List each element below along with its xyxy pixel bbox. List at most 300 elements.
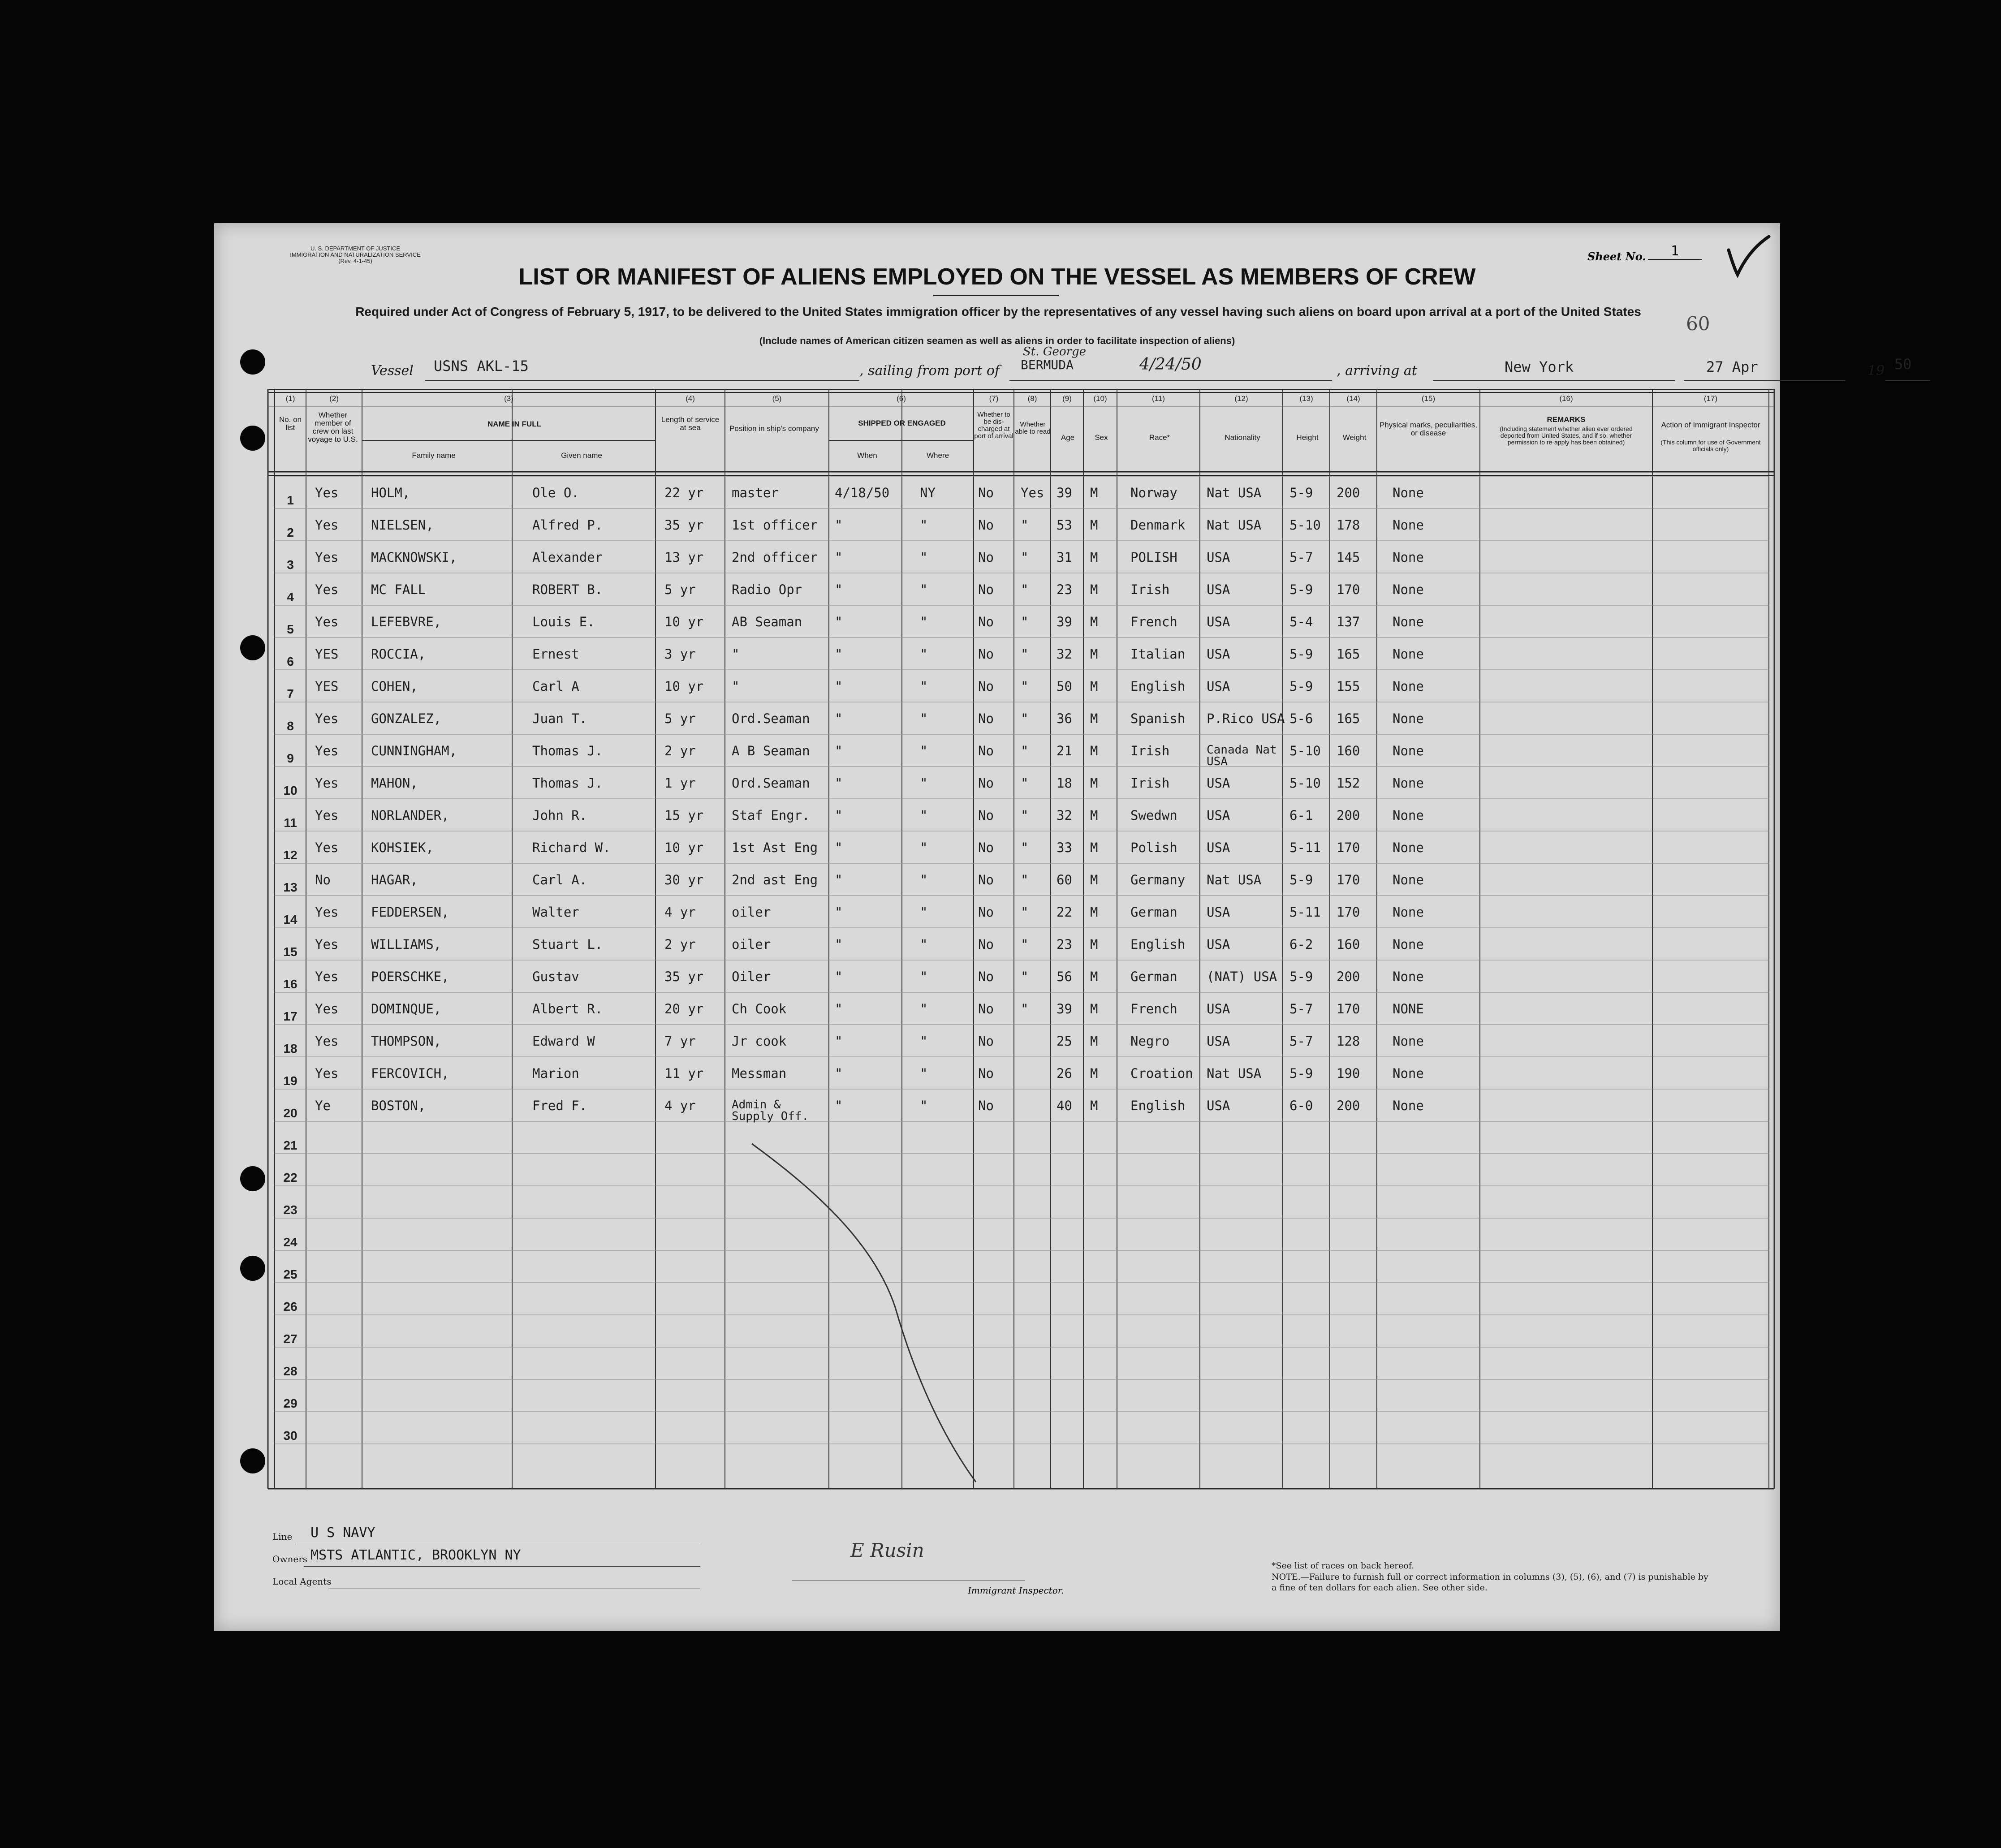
column-number: (6) [897,394,906,403]
row-number: 8 [287,719,294,733]
cell-weight: 200 [1337,808,1360,823]
cell-position: 1st officer [732,517,818,533]
cell-nationality: Canada Nat USA [1207,743,1277,768]
year-prefix: 19 [1867,363,1885,379]
cell-family: FERCOVICH, [371,1066,449,1081]
cell-family: MC FALL [371,582,426,597]
cell-marks: None [1393,840,1424,855]
cell-service: 3 yr [664,646,696,662]
line-label: Line [272,1531,293,1542]
vessel-label: Vessel [371,363,414,379]
cell-discharged: No [978,1034,994,1049]
cell-height: 5-10 [1289,517,1321,533]
cell-age: 40 [1057,1098,1072,1113]
cell-when: " [835,775,843,791]
cell-height: 5-10 [1289,775,1321,791]
cell-when: " [835,743,843,758]
cell-when: " [835,646,843,662]
cell-when: " [835,1001,843,1017]
cell-nationality: USA [1207,937,1230,952]
cell-last: Ye [315,1098,331,1113]
cell-nationality: (NAT) USA [1207,969,1277,984]
arriving-underline [1433,380,1675,381]
cell-where: " [920,517,928,533]
column-number: (4) [686,394,695,403]
row-number: 22 [283,1171,298,1185]
cell-family: GONZALEZ, [371,711,442,726]
cell-weight: 160 [1337,937,1360,952]
department-name: U. S. DEPARTMENT OF JUSTICE [310,245,401,252]
cell-age: 53 [1057,517,1072,533]
cell-read: " [1021,840,1029,855]
cell-race: POLISH [1130,550,1177,565]
cell-service: 4 yr [664,905,696,920]
cell-read: " [1021,872,1029,887]
form-revision: (Rev. 4-1-45) [338,258,372,264]
cell-marks: None [1393,517,1424,533]
cell-service: 10 yr [664,614,704,629]
cell-weight: 190 [1337,1066,1360,1081]
cell-discharged: No [978,743,994,758]
cell-weight: 137 [1337,614,1360,629]
cell-race: German [1130,905,1177,920]
cell-discharged: No [978,840,994,855]
cell-family: KOHSIEK, [371,840,434,855]
cell-position: Staf Engr. [732,808,810,823]
cell-age: 36 [1057,711,1072,726]
cell-age: 26 [1057,1066,1072,1081]
cell-last: Yes [315,937,339,952]
column-number: (9) [1062,394,1072,403]
cell-race: English [1130,679,1186,694]
cell-sex: M [1090,550,1098,565]
cell-discharged: No [978,550,994,565]
cell-weight: 200 [1337,1098,1360,1113]
cell-sex: M [1090,808,1098,823]
cell-last: Yes [315,550,339,565]
cell-age: 21 [1057,743,1072,758]
cell-position: Oiler [732,969,771,984]
cell-weight: 165 [1337,711,1360,726]
cell-last: Yes [315,775,339,791]
cell-age: 33 [1057,840,1072,855]
cell-family: NIELSEN, [371,517,434,533]
column-number: (12) [1234,394,1248,403]
cell-where: " [920,872,928,887]
penalty-note: NOTE.—Failure to furnish full or correct information in columns (3), (5), (6), and (7) is punishable by a fine of ten dollars for each alien. See other side. [1272,1572,1708,1593]
cell-sex: M [1090,905,1098,920]
cell-sex: M [1090,840,1098,855]
cell-nationality: Nat USA [1207,872,1262,887]
column-number: (14) [1346,394,1360,403]
cell-given: Carl A. [532,872,587,887]
row-number: 19 [283,1074,298,1088]
cell-position: Radio Opr [732,582,802,597]
cell-discharged: No [978,969,994,984]
col6a-header: When [857,451,877,460]
cell-when: " [835,550,843,565]
row-number: 9 [287,751,294,765]
col3-header: NAME IN FULL [487,420,541,428]
arrival-date: 27 Apr [1706,358,1758,375]
cell-service: 11 yr [664,1066,704,1081]
column-number: (7) [989,394,999,403]
page-number: 60 [1686,313,1710,335]
vessel-underline [425,380,859,381]
cell-nationality: USA [1207,582,1230,597]
cell-family: DOMINQUE, [371,1001,442,1017]
cell-when: " [835,840,843,855]
cell-given: Thomas J. [532,743,603,758]
row-number: 12 [283,848,298,862]
cell-given: Ole O. [532,485,579,500]
cell-family: FEDDERSEN, [371,905,449,920]
cell-sex: M [1090,517,1098,533]
cell-where: " [920,743,928,758]
cell-read: " [1021,775,1029,791]
row-number: 25 [283,1267,298,1281]
cell-position: Ord.Seaman [732,711,810,726]
column-number: (11) [1152,394,1165,403]
cell-sex: M [1090,646,1098,662]
cell-read: " [1021,614,1029,629]
cell-position: Jr cook [732,1034,787,1049]
column-number: (16) [1559,394,1573,403]
cell-race: Polish [1130,840,1177,855]
row-number: 4 [287,590,294,604]
cell-height: 5-9 [1289,872,1313,887]
cell-position: AB Seaman [732,614,802,629]
column-number: (13) [1299,394,1313,403]
cell-height: 5-7 [1289,550,1313,565]
cell-service: 30 yr [664,872,704,887]
cell-discharged: No [978,582,994,597]
cell-marks: None [1393,550,1424,565]
cell-marks: None [1393,937,1424,952]
cell-marks: None [1393,646,1424,662]
col10-header: Sex [1095,433,1108,442]
row-number: 20 [283,1106,298,1120]
cell-service: 5 yr [664,582,696,597]
cell-when: " [835,711,843,726]
cell-service: 10 yr [664,840,704,855]
cell-nationality: USA [1207,840,1230,855]
cell-race: Irish [1130,743,1170,758]
port-value: BERMUDA [1021,358,1074,372]
cell-family: THOMPSON, [371,1034,442,1049]
cell-position: oiler [732,937,771,952]
cell-read: " [1021,808,1029,823]
cell-read: " [1021,969,1029,984]
column-number: (1) [285,394,295,403]
cell-service: 7 yr [664,1034,696,1049]
col16-header: REMARKS [1547,415,1586,424]
col9-header: Age [1061,433,1075,442]
cell-height: 5-10 [1289,743,1321,758]
port-underline [1009,380,1332,381]
cell-last: YES [315,646,339,662]
cell-last: Yes [315,582,339,597]
cell-weight: 170 [1337,872,1360,887]
cell-race: Germany [1130,872,1186,887]
cell-marks: None [1393,1034,1424,1049]
row-number: 3 [287,558,294,572]
cell-age: 31 [1057,550,1072,565]
cell-discharged: No [978,517,994,533]
cell-discharged: No [978,775,994,791]
cell-age: 56 [1057,969,1072,984]
cell-race: Swedwn [1130,808,1177,823]
cell-service: 35 yr [664,969,704,984]
cell-height: 5-9 [1289,582,1313,597]
cell-service: 22 yr [664,485,704,500]
col7-header: Whether to be dis-charged at port of arrival [974,411,1013,440]
row-number: 13 [283,880,298,894]
cell-height: 5-9 [1289,1066,1313,1081]
cell-when: " [835,872,843,887]
cell-marks: None [1393,582,1424,597]
col6-header: SHIPPED OR ENGAGED [858,419,946,427]
cell-when: " [835,937,843,952]
cell-family: CUNNINGHAM, [371,743,457,758]
crew-table [214,389,1780,1504]
date-underline [1684,380,1845,381]
column-number: (15) [1421,394,1436,403]
cell-given: Marion [532,1066,579,1081]
col2-header: Whether member of crew on last voyage to U.S. [308,411,358,444]
cell-height: 5-4 [1289,614,1313,629]
owners-label: Owners [272,1554,308,1564]
cell-family: MAHON, [371,775,418,791]
arriving-label: , arriving at [1337,363,1417,379]
row-number: 16 [283,977,298,991]
cell-age: 23 [1057,582,1072,597]
cell-family: COHEN, [371,679,418,694]
inspector-signature: E Rusin [850,1539,924,1561]
cell-sex: M [1090,614,1098,629]
col15-header: Physical marks, peculiarities, or disease [1379,421,1478,437]
cell-read: " [1021,711,1029,726]
cell-where: " [920,711,928,726]
col4-header: Length of service at sea [661,415,720,432]
cell-age: 32 [1057,808,1072,823]
row-number: 27 [283,1332,298,1346]
row-number: 24 [283,1235,298,1249]
cell-where: " [920,1098,928,1113]
cell-sex: M [1090,775,1098,791]
cell-marks: None [1393,1066,1424,1081]
cell-family: HAGAR, [371,872,418,887]
arrival-year: 50 [1894,356,1912,373]
cell-read: " [1021,905,1029,920]
cell-family: HOLM, [371,485,410,500]
cell-when: " [835,582,843,597]
cell-nationality: USA [1207,614,1230,629]
cell-given: Walter [532,905,579,920]
cell-marks: None [1393,679,1424,694]
cell-weight: 170 [1337,1001,1360,1017]
cell-sex: M [1090,1001,1098,1017]
cell-family: MACKNOWSKI, [371,550,457,565]
cell-given: Carl A [532,679,579,694]
cell-given: Edward W [532,1034,595,1049]
cell-where: " [920,1034,928,1049]
year-underline [1885,380,1930,381]
col5-header: Position in ship's company [729,424,819,433]
cell-nationality: USA [1207,679,1230,694]
owners-value: MSTS ATLANTIC, BROOKLYN NY [310,1547,521,1563]
cell-marks: None [1393,614,1424,629]
cell-read: " [1021,582,1029,597]
cell-last: Yes [315,808,339,823]
cell-where: " [920,840,928,855]
row-number: 10 [283,784,298,797]
cell-height: 5-7 [1289,1034,1313,1049]
cell-where: " [920,614,928,629]
cell-where: " [920,937,928,952]
cell-service: 35 yr [664,517,704,533]
cell-position: 1st Ast Eng [732,840,818,855]
owners-underline [304,1566,700,1567]
cell-sex: M [1090,485,1098,500]
cell-marks: None [1393,905,1424,920]
cell-family: NORLANDER, [371,808,449,823]
cell-marks: None [1393,808,1424,823]
cell-last: Yes [315,969,339,984]
cell-nationality: USA [1207,808,1230,823]
cell-sex: M [1090,1034,1098,1049]
cell-read: " [1021,743,1029,758]
row-number: 2 [287,526,294,539]
cell-marks: None [1393,969,1424,984]
service-name: IMMIGRATION AND NATURALIZATION SERVICE [290,251,421,258]
include-statement: (Include names of American citizen seamen as well as aliens in order to facilitate inspection of aliens) [759,335,1235,346]
cell-sex: M [1090,937,1098,952]
cell-given: Gustav [532,969,579,984]
cell-last: Yes [315,711,339,726]
row-number: 30 [283,1429,298,1443]
cell-family: LEFEBVRE, [371,614,442,629]
cell-race: Negro [1130,1034,1170,1049]
cell-sex: M [1090,1098,1098,1113]
cell-where: " [920,969,928,984]
cell-age: 39 [1057,614,1072,629]
row-number: 18 [283,1042,298,1055]
col8-header: Whether able to read [1015,421,1051,435]
cell-weight: 155 [1337,679,1360,694]
cell-age: 39 [1057,485,1072,500]
cell-race: French [1130,614,1177,629]
cell-position: 2nd officer [732,550,818,565]
cell-last: YES [315,679,339,694]
cell-marks: None [1393,711,1424,726]
cell-discharged: No [978,711,994,726]
cell-height: 6-0 [1289,1098,1313,1113]
cell-race: Irish [1130,582,1170,597]
cell-family: WILLIAMS, [371,937,442,952]
cell-nationality: USA [1207,1001,1230,1017]
cell-race: Italian [1130,646,1186,662]
cell-family: BOSTON, [371,1098,426,1113]
cell-weight: 170 [1337,582,1360,597]
line-value: U S NAVY [310,1525,375,1541]
cell-age: 22 [1057,905,1072,920]
cell-sex: M [1090,711,1098,726]
col16-note: (Including statement whether alien ever ordered deported from United States, and if so, whether permission to re-apply has been obtained) [1500,425,1633,446]
cell-where: " [920,1066,928,1081]
cell-height: 5-9 [1289,485,1313,500]
cell-given: Thomas J. [532,775,603,791]
column-number: (17) [1703,394,1718,403]
column-number: (5) [772,394,782,403]
cell-height: 5-6 [1289,711,1313,726]
col11-header: Race* [1149,433,1170,442]
cell-age: 50 [1057,679,1072,694]
cell-when: " [835,1066,843,1081]
row-number: 5 [287,622,294,636]
cell-read: " [1021,517,1029,533]
row-number: 26 [283,1300,298,1314]
col13-header: Height [1296,433,1319,442]
cell-age: 23 [1057,937,1072,952]
cell-family: ROCCIA, [371,646,426,662]
cell-marks: None [1393,1098,1424,1113]
row-number: 15 [283,945,298,959]
form-title: LIST OR MANIFEST OF ALIENS EMPLOYED ON THE VESSEL AS MEMBERS OF CREW [518,264,1476,290]
inspector-label: Immigrant Inspector. [968,1585,1064,1596]
column-number: (3) [504,394,513,403]
cell-height: 5-7 [1289,1001,1313,1017]
race-note: *See list of races on back hereof. [1272,1561,1414,1571]
cell-last: Yes [315,517,339,533]
cell-nationality: USA [1207,1034,1230,1049]
cell-marks: None [1393,872,1424,887]
row-number: 29 [283,1396,298,1410]
manifest-sheet [214,223,1912,1631]
cell-discharged: No [978,485,994,500]
cell-weight: 160 [1337,743,1360,758]
row-number: 21 [283,1138,298,1152]
cell-last: Yes [315,743,339,758]
cell-where: " [920,646,928,662]
cell-race: Spanish [1130,711,1186,726]
cell-discharged: No [978,905,994,920]
cell-sex: M [1090,969,1098,984]
column-number: (2) [329,394,339,403]
cell-nationality: USA [1207,646,1230,662]
cell-sex: M [1090,872,1098,887]
row-number: 17 [283,1009,298,1023]
col3a-header: Family name [412,451,456,460]
cell-when: " [835,517,843,533]
cell-race: English [1130,937,1186,952]
cell-given: Fred F. [532,1098,587,1113]
row-number: 6 [287,655,294,668]
cell-given: Louis E. [532,614,595,629]
cell-race: Denmark [1130,517,1186,533]
col14-header: Weight [1342,433,1367,442]
cell-family: POERSCHKE, [371,969,449,984]
sailing-label: , sailing from port of [859,363,1000,379]
cell-position: " [732,646,740,662]
cell-age: 32 [1057,646,1072,662]
cell-age: 18 [1057,775,1072,791]
cell-read: " [1021,550,1029,565]
cell-service: 2 yr [664,937,696,952]
cell-given: Alexander [532,550,603,565]
cell-where: NY [920,485,936,500]
cell-weight: 170 [1337,905,1360,920]
